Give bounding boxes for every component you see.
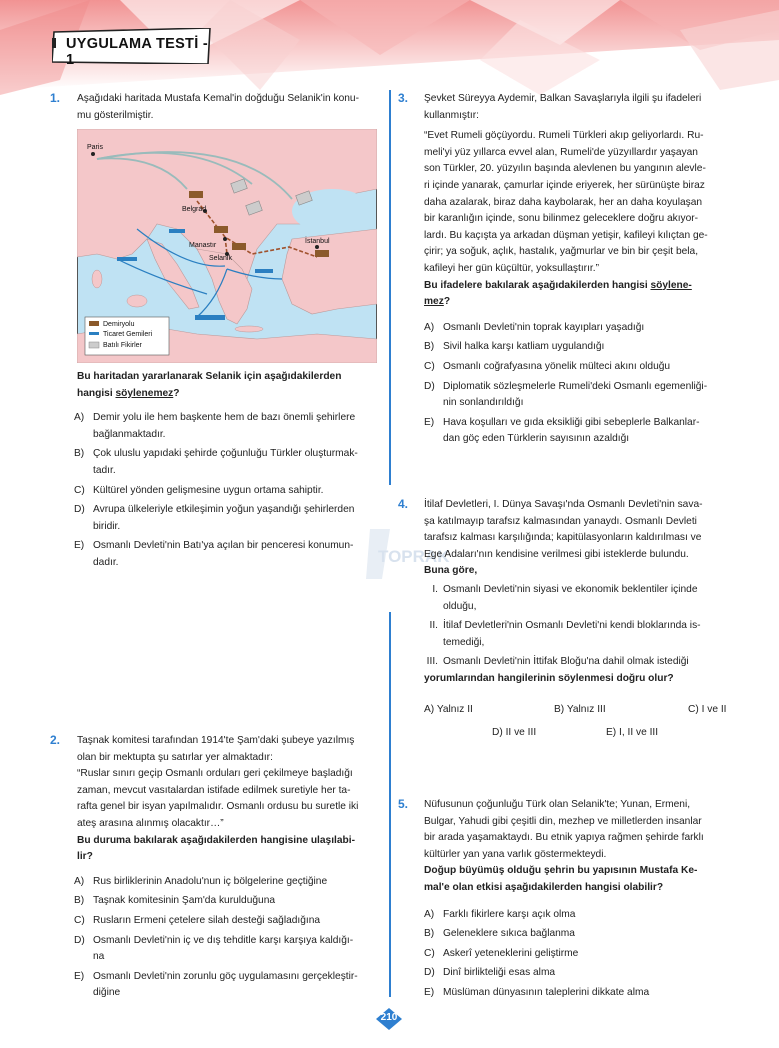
- option-line: Osmanlı Devleti'nin toprak kayıpları yaşadığı: [443, 321, 645, 333]
- option-line: Osmanlı Devleti'nin Batı'ya açılan bir penceresi konumun-: [93, 540, 354, 552]
- ship-icon: [255, 269, 273, 273]
- option-key: B): [74, 448, 85, 460]
- option-line: bağlanmaktadır.: [93, 428, 166, 440]
- question-2-number: 2.: [50, 733, 61, 747]
- question-3-number: 3.: [398, 91, 409, 105]
- q3-stem-end: ?: [443, 296, 451, 308]
- q3-stem-underlined: söylene-: [650, 279, 692, 291]
- option-line: Avrupa ülkeleriyle etkileşimin yoğun yaşandığı şehirlerden: [93, 504, 355, 516]
- question-1-number: 1.: [50, 91, 61, 105]
- option-key: D): [492, 727, 503, 738]
- q5-option-e[interactable]: [424, 985, 734, 1002]
- option-key: D): [424, 967, 435, 979]
- q2-stem-line: Bu duruma bakılarak aşağıdakilerden hangisine ulaşılabi-: [77, 834, 355, 846]
- question-2: [74, 733, 382, 1002]
- q1-option-a[interactable]: [74, 410, 379, 443]
- option-key: A): [74, 875, 85, 887]
- option-line: Osmanlı Devleti'nin iç ve dış tehditle karşı karşıya kaldığı-: [93, 934, 354, 946]
- option-key: D): [74, 504, 85, 516]
- item-line: olduğu,: [443, 600, 477, 612]
- q3-stem: [424, 278, 734, 295]
- q1-stem-underlined: söylenemez: [115, 387, 174, 399]
- item-line: temediği,: [443, 636, 485, 648]
- page-number-badge: [376, 1008, 402, 1030]
- option-line: biridir.: [93, 520, 121, 532]
- test-title: UYGULAMA TESTİ - 1: [66, 36, 209, 68]
- q3-option-e[interactable]: [424, 415, 734, 448]
- option-text: I ve II: [701, 704, 727, 715]
- q3-intro-line: kullanmıştır:: [424, 109, 479, 121]
- option-key: B): [424, 341, 435, 353]
- q3-stem-part: Bu ifadelere bakılarak aşağıdakilerden hangisi: [424, 279, 651, 291]
- ship-icon: [117, 257, 137, 261]
- q5-stem-line: Doğup büyümüş olduğu şehrin bu yapısının Mustafa Ke-: [424, 865, 698, 877]
- option-key: A): [424, 908, 435, 920]
- option-line: Demir yolu ile hem başkente hem de bazı önemli şehirlere: [93, 412, 356, 424]
- option-key: D): [424, 380, 435, 392]
- option-line: Sivil halka karşı katliam uygulandığı: [443, 341, 605, 353]
- option-key: D): [74, 934, 85, 946]
- q2-quote-line: zaman, mevcut vasıtalardan istifade edilmek suretiyle her ta-: [77, 784, 351, 796]
- q2-intro-line: Taşnak komitesi tarafından 1914'te Şam'daki şubeye yazılmış: [77, 735, 355, 746]
- q4-option-c[interactable]: [688, 702, 727, 719]
- q1-option-c[interactable]: [74, 483, 379, 500]
- watermark-text: TOPRAK: [378, 547, 450, 566]
- option-key: A): [74, 412, 85, 424]
- q2-option-b[interactable]: [74, 893, 379, 910]
- q3-intro-line: Şevket Süreyya Aydemir, Balkan Savaşlarıyla ilgili şu ifadeleri: [424, 93, 702, 104]
- option-text: II ve III: [505, 727, 537, 738]
- q1-stem-part: hangisi: [77, 387, 116, 399]
- question-1: [77, 91, 382, 124]
- q4-lead: Buna göre,: [424, 565, 478, 577]
- option-line: tadır.: [93, 464, 116, 476]
- option-key: B): [74, 895, 85, 907]
- q1-stem-2: [77, 386, 382, 403]
- option-key: B): [554, 704, 565, 715]
- question-4: [424, 497, 734, 688]
- q5-option-a[interactable]: [424, 907, 734, 924]
- q1-intro-line: Aşağıdaki haritada Mustafa Kemal'in doğduğu Selanik'in konu-: [77, 93, 359, 104]
- q1-stem-end: ?: [173, 387, 180, 399]
- column-divider-bottom: [389, 612, 391, 997]
- roman-key: I.: [432, 583, 438, 595]
- q3-quote-line: kafileyi her gün küçültür, yoksullaştırır.”: [424, 262, 599, 274]
- legend-label: Ticaret Gemileri: [103, 331, 153, 338]
- q3-quote-line: lardı. Bu kaçışta ya arkadan düşman yetişir, kafileyi kılıçtan ge-: [424, 229, 708, 241]
- roman-key: III.: [426, 656, 438, 668]
- q4-option-a[interactable]: [424, 702, 473, 719]
- q3-quote-line: “Evet Rumeli göçüyordu. Rumeli Türkleri akıp geliyorlardı. Ru-: [424, 130, 704, 142]
- option-line: dan göç eden Türklerin sayısının azaldığı: [443, 433, 630, 445]
- option-line: Hava koşulları ve gıda eksikliği gibi sebeplerle Balkanlar-: [443, 416, 700, 428]
- option-key: A): [424, 321, 435, 333]
- q2-option-e[interactable]: [74, 969, 379, 1002]
- q1-option-e[interactable]: [74, 538, 379, 571]
- question-3: [424, 91, 734, 448]
- q5-intro-line: Bulgar, Yahudi gibi çeşitli din, mezhep ve milletlerden insanlar: [424, 815, 702, 827]
- q2-quote-line: rafta genel bir isyan yapılmalıdır. Osmanlı ordusu bu suretle iki: [77, 801, 359, 813]
- q4-intro-line: Ege Adaları'nın kendisine verilmesi gibi isteklerde bulundu.: [424, 548, 689, 560]
- question-5: [424, 797, 734, 1002]
- q5-intro-line: bir arada yaşamaktaydı. Bu etnik yapıya rağmen şehirde farklı: [424, 832, 704, 844]
- option-key: C): [74, 484, 85, 496]
- option-key: C): [424, 360, 435, 372]
- city-label: Belgrad: [182, 206, 207, 213]
- option-line: Rusların Ermeni çetelere silah desteği sağladığına: [93, 914, 321, 926]
- option-line: nin sonlandırıldığı: [443, 397, 524, 409]
- city-label: Paris: [87, 144, 103, 151]
- ship-icon: [195, 315, 225, 320]
- item-line: Osmanlı Devleti'nin siyasi ve ekonomik beklentiler içinde: [443, 583, 698, 595]
- test-title-box: [52, 28, 212, 68]
- q5-option-c[interactable]: [424, 946, 734, 963]
- option-line: Osmanlı Devleti'nin zorunlu göç uygulamasını gerçekleştir-: [93, 970, 358, 982]
- q3-quote-line: çirir; ya soğuk, açlık, hastalık, yağmurlar ve bin bir çeşit bela,: [424, 246, 699, 258]
- q2-option-a[interactable]: [74, 874, 379, 891]
- q3-option-c[interactable]: [424, 359, 734, 376]
- question-5-number: 5.: [398, 797, 409, 811]
- q4-option-e[interactable]: [606, 725, 658, 742]
- q1-stem: Bu haritadan yararlanarak Selanik için aşağıdakilerden: [77, 371, 342, 382]
- roman-key: II.: [429, 620, 438, 632]
- q1-option-b[interactable]: [74, 446, 379, 479]
- option-key: C): [74, 914, 85, 926]
- option-key: E): [74, 540, 85, 552]
- option-line: diğine: [93, 987, 121, 999]
- option-line: Diplomatik sözleşmelerle Rumeli'deki Osmanlı egemenliği-: [443, 380, 708, 392]
- q4-stem: yorumlarından hangilerinin söylenmesi doğru olur?: [424, 672, 674, 684]
- city-label: Manastır: [189, 242, 217, 249]
- q4-option-b[interactable]: [554, 702, 606, 719]
- q4-intro-line: tarafsız kalması karşılığında; kapitülasyonların kaldırılması ve: [424, 532, 702, 544]
- q3-option-b[interactable]: [424, 339, 734, 356]
- option-key: E): [606, 727, 617, 738]
- q4-option-d[interactable]: [492, 725, 536, 742]
- city-label: İstanbul: [305, 238, 330, 245]
- option-key: C): [424, 947, 435, 959]
- train-icon: [315, 250, 329, 257]
- option-line: Çok uluslu yapıdaki şehirde çoğunluğu Türkler oluşturmak-: [93, 448, 358, 460]
- option-text: Yalnız II: [436, 704, 473, 715]
- q3-quote-line: meli'yi yüz yıllarca evvel alan, Rumeli'de yüzyıllardır yaşayan: [424, 146, 698, 158]
- q5-stem-line: mal'e olan etkisi aşağıdakilerden hangisi olabilir?: [424, 881, 664, 893]
- option-key: A): [424, 704, 435, 715]
- q3-quote-line: daha azalarak, biraz daha kaybolarak, her an daha koyulaşan: [424, 196, 703, 208]
- question-4-number: 4.: [398, 497, 409, 511]
- option-line: Rus birliklerinin Anadolu'nun iç bölgelerine geçtiğine: [93, 875, 328, 887]
- city-label: Selanik: [209, 255, 232, 262]
- option-key: E): [424, 986, 435, 998]
- option-key: C): [688, 704, 699, 715]
- map-legend: [85, 317, 169, 355]
- option-key: E): [74, 970, 85, 982]
- q3-option-d[interactable]: [424, 379, 734, 412]
- q2-quote-line: ateş arasına alınmış olacaktır…”: [77, 817, 224, 829]
- q5-intro-line: Nüfusunun çoğunluğu Türk olan Selanik'te; Yunan, Ermeni,: [424, 799, 691, 810]
- q5-intro-line: kültürler yan yana varlık göstermekteydi.: [424, 848, 607, 860]
- option-line: Askerî yeteneklerini geliştirme: [443, 947, 579, 959]
- q2-option-d[interactable]: [74, 933, 379, 966]
- option-line: Müslüman dünyasının taleplerini dikkate alma: [443, 986, 650, 998]
- q4-item-2: [424, 618, 734, 651]
- option-line: Geleneklere sıkıca bağlanma: [443, 928, 575, 940]
- legend-label: Demiryolu: [103, 321, 135, 328]
- page-number: 210: [380, 1012, 398, 1023]
- q3-stem-2: [424, 294, 734, 311]
- item-line: İtilaf Devletleri'nin Osmanlı Devleti'ni kendi bloklarında is-: [443, 620, 701, 632]
- option-line: Farklı fikirlere karşı açık olma: [443, 908, 576, 920]
- option-line: Dinî birlikteliği esas alma: [443, 967, 556, 979]
- legend-label: Batılı Fikirler: [103, 342, 142, 349]
- option-line: Kültürel yönden gelişmesine uygun ortama sahiptir.: [93, 484, 324, 496]
- q3-option-a[interactable]: [424, 320, 734, 337]
- option-key: E): [424, 416, 435, 428]
- q4-item-3: [424, 654, 734, 671]
- q1-intro-line: mu gösterilmiştir.: [77, 109, 154, 121]
- q3-quote-line: bir karanlığın içinde, sonu bilinmez geleceklere doğru akıyor-: [424, 213, 699, 225]
- train-icon: [189, 191, 203, 198]
- selanik-map: [77, 129, 377, 363]
- q1-option-d[interactable]: [74, 502, 379, 535]
- q5-option-b[interactable]: [424, 926, 734, 943]
- q4-intro-line: şa katılmayıp tarafsız kalmasından yanaydı. Osmanlı Devleti: [424, 515, 697, 527]
- q2-stem-line: lir?: [77, 851, 93, 863]
- ship-icon: [169, 229, 185, 233]
- question-1-stem-and-options: [74, 369, 382, 572]
- option-text: I, II ve III: [619, 727, 659, 738]
- option-line: Osmanlı coğrafyasına yönelik mülteci akını olduğu: [443, 360, 671, 372]
- train-icon: [232, 243, 246, 250]
- q3-quote-line: son Türkler, 20. yüzyılın başında alevlenen bu yangının alevle-: [424, 163, 706, 175]
- q4-item-1: [424, 582, 734, 615]
- q3-quote-line: ri içinde yanarak, çamurlar içinde eriyerek, her sürünüşte biraz: [424, 179, 705, 191]
- option-key: B): [424, 928, 435, 940]
- q4-intro-line: İtilaf Devletleri, I. Dünya Savaşı'nda Osmanlı Devleti'nin sava-: [424, 499, 703, 510]
- option-text: Yalnız III: [566, 704, 606, 715]
- q2-intro-line: olan bir mektupta şu satırlar yer almaktadır:: [77, 751, 273, 763]
- item-line: Osmanlı Devleti'nin İttifak Bloğu'na dahil olmak istediği: [443, 656, 689, 668]
- q2-quote-line: “Ruslar sınırı geçip Osmanlı orduları geri çekilmeye başladığı: [77, 768, 353, 780]
- train-icon: [214, 226, 228, 233]
- option-line: Taşnak komitesinin Şam'da kurulduğuna: [93, 895, 276, 907]
- q2-option-c[interactable]: [74, 913, 379, 930]
- option-line: na: [93, 951, 105, 963]
- column-divider-top: [389, 90, 391, 485]
- q5-option-d[interactable]: [424, 965, 734, 982]
- option-line: dadır.: [93, 556, 119, 568]
- q3-stem-underlined: mez: [424, 296, 444, 308]
